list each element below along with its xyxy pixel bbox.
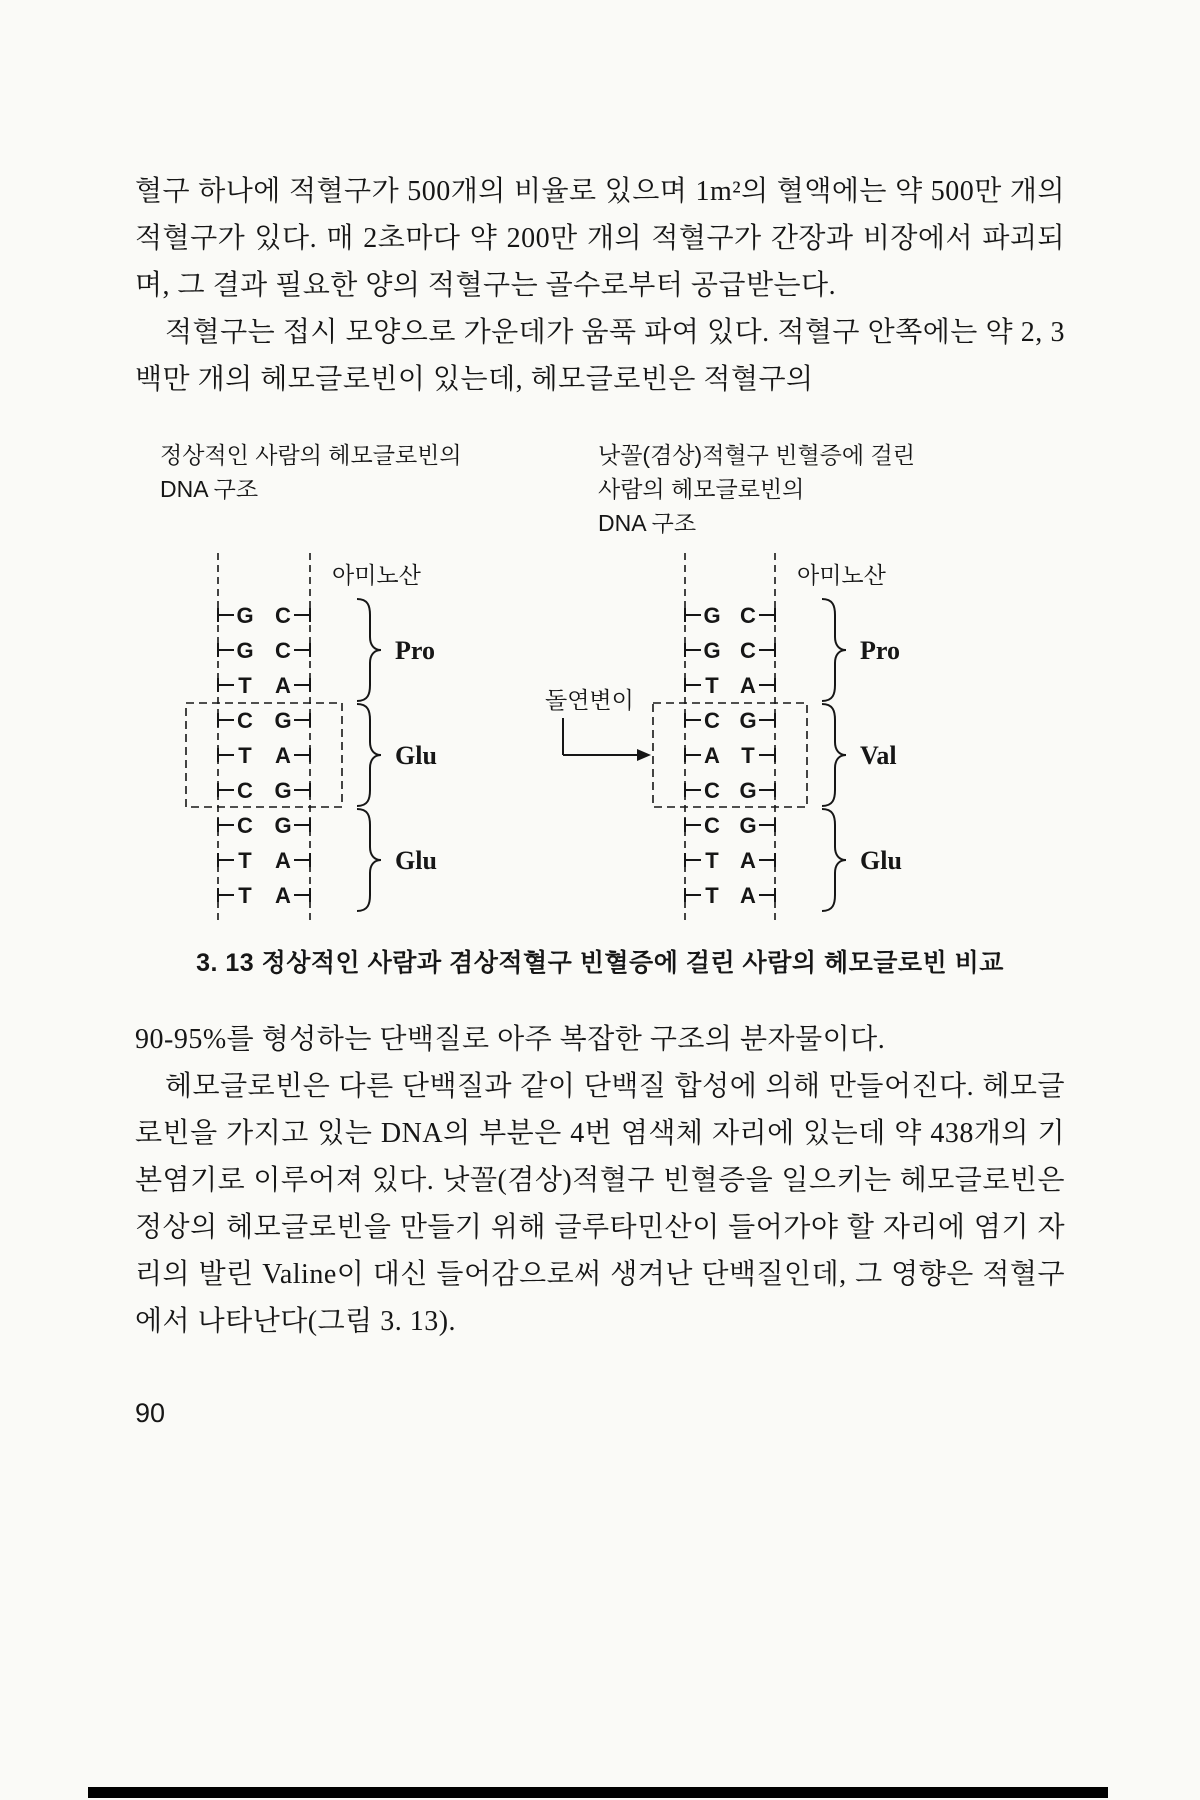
svg-text:A: A xyxy=(275,673,291,698)
paragraph-percent: 90-95%를 형성하는 단백질로 아주 복잡한 구조의 분자물이다. xyxy=(135,1024,886,1055)
svg-text:G: G xyxy=(236,638,254,663)
figure-caption: 3. 13 정상적인 사람과 겸상적혈구 빈혈증에 걸린 사람의 헤모글로빈 비교 xyxy=(196,949,1004,977)
svg-text:T: T xyxy=(705,883,719,908)
amino-acid-column-label: 아미노산 xyxy=(797,562,886,588)
svg-text:A: A xyxy=(740,848,756,873)
right-title-line: 낫꼴(겸상)적혈구 빈혈증에 걸린 xyxy=(598,442,915,468)
svg-text:C: C xyxy=(704,813,720,838)
svg-text:T: T xyxy=(238,673,252,698)
svg-text:G: G xyxy=(739,778,757,803)
svg-text:C: C xyxy=(740,638,756,663)
figure-3-13 xyxy=(135,415,1065,990)
amino-acid-name: Glu xyxy=(860,846,902,875)
svg-text:C: C xyxy=(740,603,756,628)
svg-text:G: G xyxy=(274,778,292,803)
paragraph-hemoglobin: 헤모글로빈은 다른 단백질과 같이 단백질 합성에 의해 만들어진다. 헤모글로빈을 가지고 있는 DNA의 부분은 4번 염색체 자리에 있는데 약 438개의 기본염기로 이루어져 있다. 낫꼴(겸상)적혈구 빈혈증을 일으키는 헤모글로빈은 정상의 헤모글로빈을 만들기 위해 글루타민산이 들어가야 할 자리에 염기 자리의 발린 Valine이 대신 들어감으로써 생겨난 단백질인데, 그 영향은 적혈구에서 나타난다(그림 3. 13). xyxy=(135,1071,1065,1337)
svg-text:A: A xyxy=(704,743,720,768)
svg-text:A: A xyxy=(275,848,291,873)
svg-text:C: C xyxy=(704,708,720,733)
dna-diagram-normal xyxy=(135,525,595,935)
amino-acid-name: Glu xyxy=(395,741,437,770)
svg-text:G: G xyxy=(703,603,721,628)
svg-text:A: A xyxy=(275,883,291,908)
svg-text:T: T xyxy=(741,743,755,768)
svg-text:A: A xyxy=(275,743,291,768)
paragraph-red-cells: 적혈구는 접시 모양으로 가운데가 움푹 파여 있다. 적혈구 안쪽에는 약 2, 3백만 개의 헤모글로빈이 있는데, 헤모글로빈은 적혈구의 xyxy=(135,317,1065,395)
dna-diagram-sickle xyxy=(535,525,1065,935)
svg-text:G: G xyxy=(274,813,292,838)
svg-text:C: C xyxy=(704,778,720,803)
svg-text:G: G xyxy=(739,813,757,838)
amino-acid-name: Glu xyxy=(395,846,437,875)
left-title-line: DNA 구조 xyxy=(160,476,259,502)
left-title-line: 정상적인 사람의 헤모글로빈의 xyxy=(160,442,462,468)
svg-text:C: C xyxy=(237,813,253,838)
svg-text:G: G xyxy=(236,603,254,628)
scan-edge-artifact xyxy=(88,1787,1108,1798)
svg-text:A: A xyxy=(740,673,756,698)
amino-acid-name: Val xyxy=(860,741,897,770)
svg-text:C: C xyxy=(237,708,253,733)
svg-text:T: T xyxy=(238,743,252,768)
page-number: 90 xyxy=(135,1398,166,1428)
amino-acid-name: Pro xyxy=(395,636,435,665)
svg-text:A: A xyxy=(740,883,756,908)
svg-text:C: C xyxy=(275,603,291,628)
svg-text:T: T xyxy=(238,848,252,873)
svg-text:G: G xyxy=(274,708,292,733)
page-content xyxy=(135,168,1065,1345)
svg-text:C: C xyxy=(275,638,291,663)
right-title-line: 사람의 헤모글로빈의 xyxy=(598,476,805,502)
svg-text:G: G xyxy=(703,638,721,663)
svg-text:T: T xyxy=(238,883,252,908)
svg-text:C: C xyxy=(237,778,253,803)
svg-text:G: G xyxy=(739,708,757,733)
amino-acid-column-label: 아미노산 xyxy=(332,562,421,588)
mutation-label: 돌연변이 xyxy=(545,687,634,713)
left-diagram-title xyxy=(160,438,462,506)
svg-text:T: T xyxy=(705,848,719,873)
amino-acid-name: Pro xyxy=(860,636,900,665)
paragraph-top: 혈구 하나에 적혈구가 500개의 비율로 있으며 1m²의 혈액에는 약 500만 개의 적혈구가 있다. 매 2초마다 약 200만 개의 적혈구가 간장과 비장에서 파괴되며, 그 결과 필요한 양의 적혈구는 골수로부터 공급받는다. xyxy=(135,176,1065,301)
svg-text:T: T xyxy=(705,673,719,698)
right-title-line: DNA 구조 xyxy=(598,510,697,536)
